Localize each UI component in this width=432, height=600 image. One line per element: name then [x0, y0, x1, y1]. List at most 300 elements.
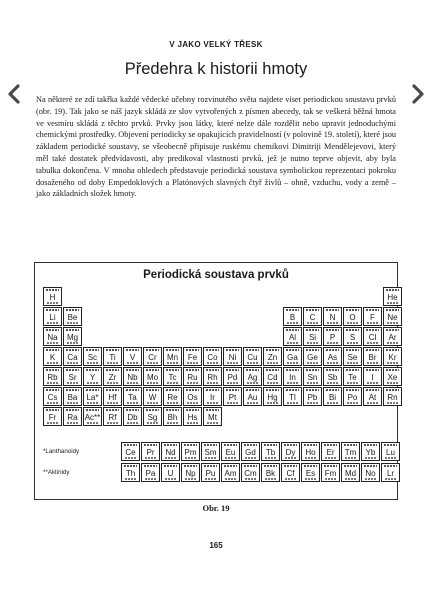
- element-mass: [127, 402, 138, 404]
- element-number: [386, 329, 399, 331]
- element-cell: [363, 367, 382, 386]
- element-mass: [327, 362, 338, 364]
- element-symbol: Rn: [387, 393, 398, 402]
- element-mass: [387, 362, 398, 364]
- element-symbol: In: [289, 373, 296, 382]
- element-mass: [385, 457, 396, 459]
- element-symbol: Bi: [328, 393, 337, 402]
- element-cell: [303, 307, 322, 326]
- element-cell: [201, 442, 220, 461]
- element-symbol: Db: [127, 413, 138, 422]
- element-mass: [87, 402, 98, 404]
- element-number: [366, 309, 379, 311]
- element-cell: [183, 347, 202, 366]
- element-number: [344, 465, 357, 467]
- element-mass: [187, 422, 198, 424]
- element-symbol: Y: [89, 373, 96, 382]
- element-number: [286, 369, 299, 371]
- element-mass: [67, 422, 78, 424]
- element-symbol: Nd: [165, 447, 176, 457]
- element-symbol: Pr: [146, 447, 155, 457]
- element-cell: [123, 407, 142, 426]
- element-cell: [203, 407, 222, 426]
- element-cell: [143, 387, 162, 406]
- element-cell: [243, 347, 262, 366]
- element-cell: [223, 347, 242, 366]
- element-mass: [247, 382, 258, 384]
- element-number: [144, 444, 157, 446]
- actinides-label: **Aktinidy: [43, 468, 70, 476]
- element-mass: [107, 362, 118, 364]
- element-number: [146, 389, 159, 391]
- element-number: [286, 329, 299, 331]
- element-cell: [63, 307, 82, 326]
- element-symbol: Pm: [184, 447, 197, 457]
- element-symbol: Mo: [146, 373, 159, 382]
- element-number: [206, 349, 219, 351]
- element-cell: [181, 463, 200, 482]
- element-number: [386, 309, 399, 311]
- element-number: [226, 349, 239, 351]
- element-symbol: Nb: [127, 373, 138, 382]
- element-number: [184, 444, 197, 446]
- element-number: [66, 309, 79, 311]
- element-symbol: Cm: [244, 468, 257, 478]
- element-number: [86, 409, 99, 411]
- element-symbol: Ga: [287, 353, 298, 362]
- element-mass: [245, 478, 256, 480]
- element-number: [146, 369, 159, 371]
- element-symbol: Gd: [245, 447, 256, 457]
- element-cell: [283, 347, 302, 366]
- element-mass: [205, 478, 216, 480]
- element-symbol: Fr: [48, 413, 57, 422]
- element-number: [86, 369, 99, 371]
- element-symbol: Rh: [207, 373, 218, 382]
- element-number: [304, 465, 317, 467]
- element-cell: [181, 442, 200, 461]
- element-cell: [301, 463, 320, 482]
- element-mass: [365, 478, 376, 480]
- element-number: [384, 465, 397, 467]
- element-mass: [145, 457, 156, 459]
- periodic-table-grid: [43, 287, 402, 426]
- element-number: [46, 309, 59, 311]
- element-symbol: Mg: [66, 333, 79, 342]
- element-mass: [287, 362, 298, 364]
- element-cell: [303, 367, 322, 386]
- element-mass: [367, 382, 378, 384]
- element-number: [66, 349, 79, 351]
- element-number: [224, 444, 237, 446]
- element-mass: [107, 402, 118, 404]
- element-symbol: Hg: [267, 393, 278, 402]
- prev-page-button[interactable]: [4, 82, 24, 106]
- element-mass: [367, 322, 378, 324]
- element-cell: [203, 387, 222, 406]
- element-cell: [383, 387, 402, 406]
- element-mass: [387, 322, 398, 324]
- element-number: [266, 369, 279, 371]
- element-symbol: Rb: [47, 373, 58, 382]
- element-cell: [323, 327, 342, 346]
- next-page-button[interactable]: [408, 82, 428, 106]
- element-mass: [205, 457, 216, 459]
- element-number: [164, 444, 177, 446]
- element-mass: [167, 422, 178, 424]
- element-number: [106, 369, 119, 371]
- element-number: [344, 444, 357, 446]
- element-cell: [223, 367, 242, 386]
- element-mass: [87, 422, 98, 424]
- element-symbol: K: [49, 353, 56, 362]
- element-symbol: Ir: [210, 393, 215, 402]
- element-mass: [367, 402, 378, 404]
- element-mass: [387, 302, 398, 304]
- element-cell: [381, 442, 400, 461]
- element-number: [386, 389, 399, 391]
- element-number: [46, 409, 59, 411]
- element-number: [324, 465, 337, 467]
- element-mass: [87, 362, 98, 364]
- element-symbol: Ge: [307, 353, 318, 362]
- element-symbol: Pa: [145, 468, 156, 478]
- element-number: [244, 444, 257, 446]
- element-number: [126, 389, 139, 391]
- element-number: [66, 369, 79, 371]
- element-cell: [343, 307, 362, 326]
- element-mass: [365, 457, 376, 459]
- element-mass: [307, 322, 318, 324]
- element-symbol: Sm: [204, 447, 217, 457]
- element-number: [306, 369, 319, 371]
- element-mass: [385, 478, 396, 480]
- element-cell: [161, 463, 180, 482]
- element-mass: [327, 382, 338, 384]
- element-cell: [261, 463, 280, 482]
- element-symbol: Ho: [305, 447, 316, 457]
- element-mass: [367, 342, 378, 344]
- element-mass: [47, 422, 58, 424]
- element-cell: [83, 387, 102, 406]
- element-cell: [163, 407, 182, 426]
- element-number: [86, 389, 99, 391]
- element-number: [166, 349, 179, 351]
- element-number: [346, 329, 359, 331]
- element-cell: [303, 327, 322, 346]
- element-cell: [103, 407, 122, 426]
- element-cell: [43, 407, 62, 426]
- element-mass: [167, 362, 178, 364]
- element-cell: [381, 463, 400, 482]
- element-mass: [125, 457, 136, 459]
- element-symbol: Ni: [228, 353, 237, 362]
- element-mass: [367, 362, 378, 364]
- element-cell: [103, 367, 122, 386]
- element-cell: [283, 327, 302, 346]
- element-cell: [363, 387, 382, 406]
- element-cell: [183, 387, 202, 406]
- element-symbol: Sc: [87, 353, 98, 362]
- element-mass: [165, 478, 176, 480]
- element-number: [246, 369, 259, 371]
- element-mass: [127, 362, 138, 364]
- element-cell: [243, 387, 262, 406]
- element-mass: [265, 457, 276, 459]
- element-cell: [43, 367, 62, 386]
- element-number: [166, 389, 179, 391]
- element-symbol: P: [329, 333, 336, 342]
- element-cell: [141, 442, 160, 461]
- element-cell: [303, 387, 322, 406]
- element-mass: [185, 478, 196, 480]
- element-mass: [207, 402, 218, 404]
- element-mass: [225, 478, 236, 480]
- element-cell: [123, 387, 142, 406]
- element-cell: [63, 367, 82, 386]
- element-number: [124, 444, 137, 446]
- element-cell: [43, 347, 62, 366]
- element-mass: [147, 422, 158, 424]
- element-cell: [281, 442, 300, 461]
- element-symbol: Pd: [227, 373, 238, 382]
- element-mass: [227, 362, 238, 364]
- element-cell: [183, 407, 202, 426]
- element-symbol: Be: [67, 313, 78, 322]
- lanthanides-cells: [121, 442, 420, 461]
- element-symbol: F: [370, 313, 375, 322]
- element-cell: [123, 367, 142, 386]
- element-symbol: Dy: [285, 447, 296, 457]
- element-mass: [325, 457, 336, 459]
- element-cell: [43, 327, 62, 346]
- element-mass: [165, 457, 176, 459]
- element-number: [346, 389, 359, 391]
- element-mass: [247, 362, 258, 364]
- element-symbol: Xe: [387, 373, 398, 382]
- element-cell: [383, 307, 402, 326]
- element-mass: [107, 422, 118, 424]
- element-cell: [143, 367, 162, 386]
- element-number: [366, 369, 379, 371]
- element-number: [146, 409, 159, 411]
- element-symbol: Ar: [388, 333, 397, 342]
- element-mass: [107, 382, 118, 384]
- element-mass: [287, 322, 298, 324]
- element-cell: [323, 347, 342, 366]
- element-cell: [83, 367, 102, 386]
- element-cell: [343, 347, 362, 366]
- element-cell: [323, 307, 342, 326]
- chapter-title: Předehra k historii hmoty: [124, 60, 308, 78]
- element-symbol: Br: [368, 353, 377, 362]
- element-mass: [347, 362, 358, 364]
- element-cell: [323, 367, 342, 386]
- element-symbol: Am: [224, 468, 237, 478]
- element-symbol: Zn: [267, 353, 278, 362]
- element-mass: [347, 382, 358, 384]
- element-mass: [247, 402, 258, 404]
- element-symbol: Ru: [187, 373, 198, 382]
- element-symbol: Eu: [225, 447, 236, 457]
- element-cell: [243, 367, 262, 386]
- element-mass: [345, 457, 356, 459]
- element-number: [106, 409, 119, 411]
- element-number: [346, 369, 359, 371]
- element-cell: [263, 347, 282, 366]
- element-mass: [67, 342, 78, 344]
- element-symbol: Ac**: [84, 413, 101, 422]
- lanthanides-label: *Lanthanoidy: [43, 447, 80, 455]
- element-mass: [347, 402, 358, 404]
- element-cell: [63, 387, 82, 406]
- element-mass: [327, 402, 338, 404]
- element-mass: [347, 342, 358, 344]
- element-mass: [147, 362, 158, 364]
- element-number: [386, 369, 399, 371]
- element-mass: [387, 402, 398, 404]
- element-mass: [67, 362, 78, 364]
- element-symbol: Hf: [108, 393, 117, 402]
- element-cell: [141, 463, 160, 482]
- element-symbol: B: [289, 313, 296, 322]
- element-number: [126, 369, 139, 371]
- element-number: [206, 409, 219, 411]
- element-cell: [163, 387, 182, 406]
- element-cell: [283, 387, 302, 406]
- element-cell: [121, 463, 140, 482]
- element-symbol: Cu: [247, 353, 258, 362]
- element-symbol: Rf: [108, 413, 117, 422]
- element-cell: [241, 463, 260, 482]
- element-number: [306, 349, 319, 351]
- element-symbol: Sr: [68, 373, 77, 382]
- element-mass: [347, 322, 358, 324]
- element-mass: [225, 457, 236, 459]
- element-number: [86, 349, 99, 351]
- element-symbol: Cs: [47, 393, 58, 402]
- chevron-left-icon: [7, 84, 21, 104]
- element-symbol: Tl: [289, 393, 296, 402]
- element-number: [324, 444, 337, 446]
- element-cell: [163, 347, 182, 366]
- element-number: [186, 409, 199, 411]
- running-head: V JAKO VELKÝ TŘESK: [169, 40, 263, 49]
- element-mass: [307, 382, 318, 384]
- element-symbol: Ba: [67, 393, 78, 402]
- element-symbol: Al: [288, 333, 297, 342]
- element-cell: [43, 387, 62, 406]
- element-cell: [183, 367, 202, 386]
- element-cell: [281, 463, 300, 482]
- element-number: [326, 349, 339, 351]
- element-mass: [267, 382, 278, 384]
- element-mass: [67, 382, 78, 384]
- element-symbol: V: [129, 353, 136, 362]
- element-number: [186, 389, 199, 391]
- element-number: [286, 389, 299, 391]
- element-number: [126, 349, 139, 351]
- element-number: [264, 465, 277, 467]
- element-symbol: Lu: [386, 447, 395, 457]
- element-number: [246, 349, 259, 351]
- element-number: [304, 444, 317, 446]
- element-mass: [325, 478, 336, 480]
- element-symbol: H: [49, 293, 56, 302]
- element-symbol: Ta: [128, 393, 137, 402]
- element-number: [46, 389, 59, 391]
- element-symbol: Th: [125, 468, 136, 478]
- element-symbol: Cd: [267, 373, 278, 382]
- element-symbol: Sb: [327, 373, 338, 382]
- element-number: [286, 349, 299, 351]
- element-symbol: Si: [308, 333, 317, 342]
- element-cell: [63, 327, 82, 346]
- element-number: [326, 309, 339, 311]
- element-number: [286, 309, 299, 311]
- element-symbol: Hs: [187, 413, 198, 422]
- element-symbol: Cr: [148, 353, 157, 362]
- element-number: [366, 389, 379, 391]
- element-mass: [47, 382, 58, 384]
- element-mass: [187, 382, 198, 384]
- element-symbol: S: [349, 333, 356, 342]
- element-number: [306, 389, 319, 391]
- element-number: [204, 465, 217, 467]
- element-symbol: Ra: [67, 413, 78, 422]
- element-cell: [303, 347, 322, 366]
- element-symbol: Es: [305, 468, 316, 478]
- page-number: 165: [209, 541, 223, 550]
- element-cell: [363, 327, 382, 346]
- element-symbol: Fm: [324, 468, 337, 478]
- element-number: [186, 349, 199, 351]
- element-symbol: Po: [347, 393, 358, 402]
- element-symbol: He: [387, 293, 398, 302]
- element-mass: [67, 402, 78, 404]
- element-cell: [83, 407, 102, 426]
- element-mass: [47, 302, 58, 304]
- element-number: [364, 444, 377, 446]
- element-number: [326, 329, 339, 331]
- element-mass: [125, 478, 136, 480]
- element-symbol: Pb: [307, 393, 318, 402]
- element-cell: [341, 463, 360, 482]
- element-cell: [343, 327, 362, 346]
- element-cell: [343, 387, 362, 406]
- element-symbol: Yb: [365, 447, 376, 457]
- element-symbol: No: [365, 468, 376, 478]
- element-number: [366, 349, 379, 351]
- element-symbol: N: [329, 313, 336, 322]
- element-number: [124, 465, 137, 467]
- element-symbol: Tc: [168, 373, 177, 382]
- element-number: [166, 409, 179, 411]
- element-cell: [283, 307, 302, 326]
- element-number: [284, 444, 297, 446]
- element-symbol: Mn: [166, 353, 179, 362]
- element-number: [204, 444, 217, 446]
- element-symbol: Lr: [386, 468, 395, 478]
- element-mass: [227, 402, 238, 404]
- element-number: [224, 465, 237, 467]
- element-mass: [127, 422, 138, 424]
- element-number: [46, 289, 59, 291]
- element-number: [106, 349, 119, 351]
- element-symbol: I: [371, 373, 374, 382]
- element-cell: [321, 463, 340, 482]
- element-number: [66, 409, 79, 411]
